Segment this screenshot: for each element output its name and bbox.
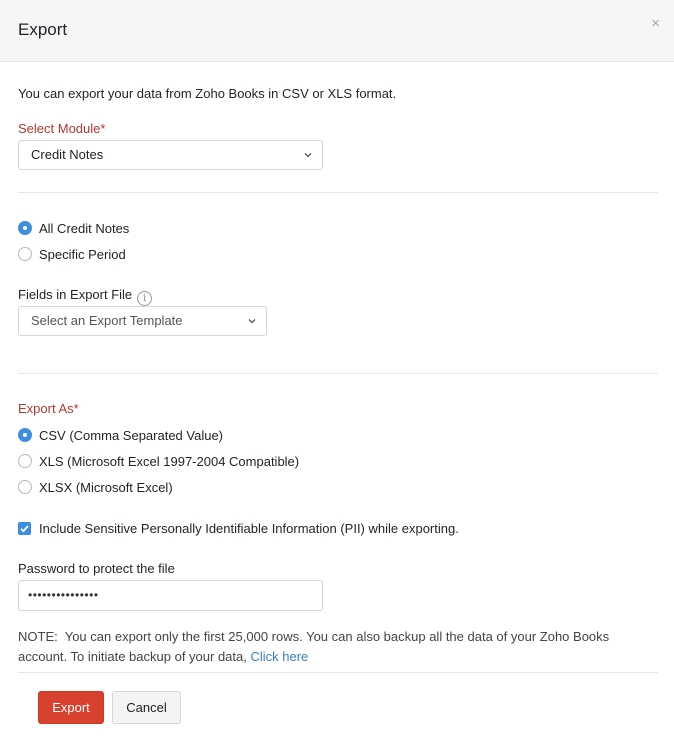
password-input[interactable]: ••••••••••••••• <box>18 580 323 611</box>
export-template-placeholder: Select an Export Template <box>31 313 183 328</box>
dialog-header <box>0 0 674 62</box>
pii-checkbox-label: Include Sensitive Personally Identifiable Information (PII) while exporting. <box>39 520 459 536</box>
intro-text: You can export your data from Zoho Books in CSV or XLS format. <box>18 86 397 101</box>
checkbox-checked-icon[interactable] <box>18 522 31 535</box>
radio-label: XLSX (Microsoft Excel) <box>39 479 173 495</box>
radio-label: XLS (Microsoft Excel 1997-2004 Compatible) <box>39 453 300 469</box>
radio-unselected-icon[interactable] <box>18 247 32 261</box>
note-body: You can export only the first 25,000 rows. You can also backup all the data of your Zoho Books account. To initiate backup of your data, <box>18 629 613 664</box>
footer-divider <box>18 672 658 673</box>
export-template-select[interactable] <box>18 306 267 336</box>
radio-unselected-icon[interactable] <box>18 454 32 468</box>
radio-specific-period[interactable] <box>18 245 126 263</box>
section-divider <box>18 373 658 374</box>
dialog-title: Export <box>18 20 68 39</box>
radio-label: CSV (Comma Separated Value) <box>39 427 224 443</box>
radio-label: All Credit Notes <box>39 220 130 236</box>
radio-selected-icon[interactable] <box>18 428 32 442</box>
fields-label-row <box>18 287 152 306</box>
fields-label: Fields in Export File <box>18 287 133 302</box>
radio-csv[interactable] <box>18 426 223 444</box>
radio-xlsx[interactable] <box>18 478 173 496</box>
close-icon[interactable]: × <box>651 15 660 32</box>
radio-selected-icon[interactable] <box>18 221 32 235</box>
note-text <box>18 627 658 667</box>
pii-checkbox-row[interactable] <box>18 519 459 537</box>
radio-all-credit-notes[interactable] <box>18 219 129 237</box>
module-select-value: Credit Notes <box>31 147 104 162</box>
note-prefix: NOTE: <box>18 629 58 644</box>
info-icon[interactable]: i <box>137 291 152 306</box>
chevron-down-icon <box>304 151 312 159</box>
password-label: Password to protect the file <box>18 561 175 576</box>
backup-link[interactable]: Click here <box>250 649 309 664</box>
radio-label: Specific Period <box>39 246 126 262</box>
radio-unselected-icon[interactable] <box>18 480 32 494</box>
module-select[interactable] <box>18 140 323 170</box>
select-module-label: Select Module* <box>18 121 106 136</box>
export-as-label: Export As* <box>18 401 79 416</box>
section-divider <box>18 192 658 193</box>
export-button[interactable]: Export <box>38 691 104 724</box>
chevron-down-icon <box>248 317 256 325</box>
radio-xls[interactable] <box>18 452 299 470</box>
cancel-button[interactable]: Cancel <box>112 691 181 724</box>
